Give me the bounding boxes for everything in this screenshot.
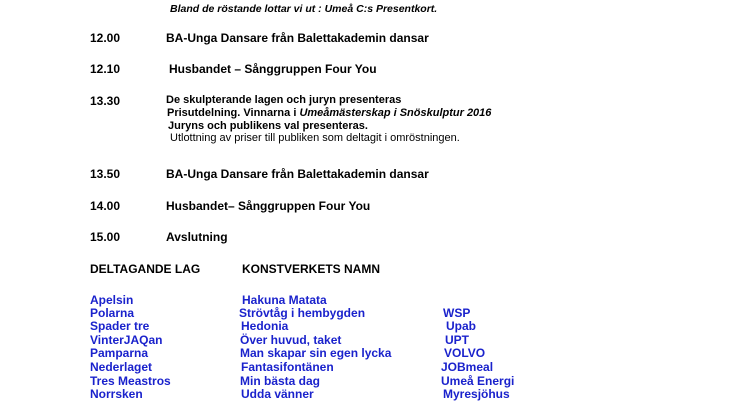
artwork-name: Min bästa dag	[240, 374, 321, 388]
ceremony-line-3: Juryns och publikens val presenteras.	[168, 119, 368, 132]
ceremony-line-1: De skulpterande lagen och juryn presenteras	[166, 94, 402, 106]
works-heading: KONSTVERKETS NAMN	[242, 262, 381, 276]
artwork-name: Fantasifontänen	[241, 360, 334, 374]
artwork-name: Udda vänner	[241, 387, 314, 401]
team-name: Spader tre	[90, 319, 150, 333]
schedule-time: 13.50	[90, 167, 121, 181]
schedule-event: BA-Unga Dansare från Balettakademin dansar	[166, 167, 429, 181]
schedule-time: 12.10	[90, 62, 121, 76]
schedule-time: 15.00	[90, 230, 121, 244]
schedule-event: Avslutning	[166, 230, 228, 244]
team-name: Apelsin	[90, 293, 134, 307]
team-name: Pamparna	[90, 346, 149, 360]
artwork-name: Strövtåg i hembygden	[239, 306, 366, 320]
schedule-time: 12.00	[90, 31, 121, 45]
schedule-time: 13.30	[90, 94, 121, 108]
sponsor-name: Myresjöhus	[443, 387, 510, 401]
ceremony-line-4: Utlottning av priser till publiken som deltagit i omröstningen.	[170, 132, 460, 145]
ceremony-line-2-prefix: Prisutdelning. Vinnarna i	[167, 106, 300, 119]
schedule-event: Husbandet – Sånggruppen Four You	[169, 62, 377, 76]
intro-text: Bland de röstande lottar vi ut : Umeå C:s Presentkort.	[170, 3, 438, 15]
sponsor-name: UPT	[445, 333, 469, 347]
artwork-name: Över huvud, taket	[240, 333, 342, 347]
sponsor-name: WSP	[443, 306, 471, 320]
teams-heading: DELTAGANDE LAG	[90, 262, 201, 276]
team-name: VinterJAQan	[90, 333, 163, 347]
ceremony-block	[166, 94, 491, 145]
artwork-name: Hedonia	[241, 319, 289, 333]
sponsor-name: Umeå Energi	[441, 374, 515, 388]
championship-name: Umeåmästerskap i Snöskulptur 2016	[299, 106, 492, 119]
artwork-name: Man skapar sin egen lycka	[240, 346, 392, 360]
team-name: Norrsken	[90, 387, 143, 401]
artwork-name: Hakuna Matata	[242, 293, 327, 307]
team-name: Nederlaget	[90, 360, 153, 374]
ceremony-line-2	[166, 107, 491, 120]
sponsor-name: Upab	[446, 319, 476, 333]
schedule-event: BA-Unga Dansare från Balettakademin dansar	[166, 31, 429, 45]
team-name: Polarna	[90, 306, 135, 320]
sponsor-name: JOBmeal	[441, 360, 494, 374]
team-name: Tres Meastros	[90, 374, 171, 388]
schedule-time: 14.00	[90, 199, 121, 213]
sponsor-name: VOLVO	[444, 346, 486, 360]
schedule-event: Husbandet– Sånggruppen Four You	[166, 199, 371, 213]
